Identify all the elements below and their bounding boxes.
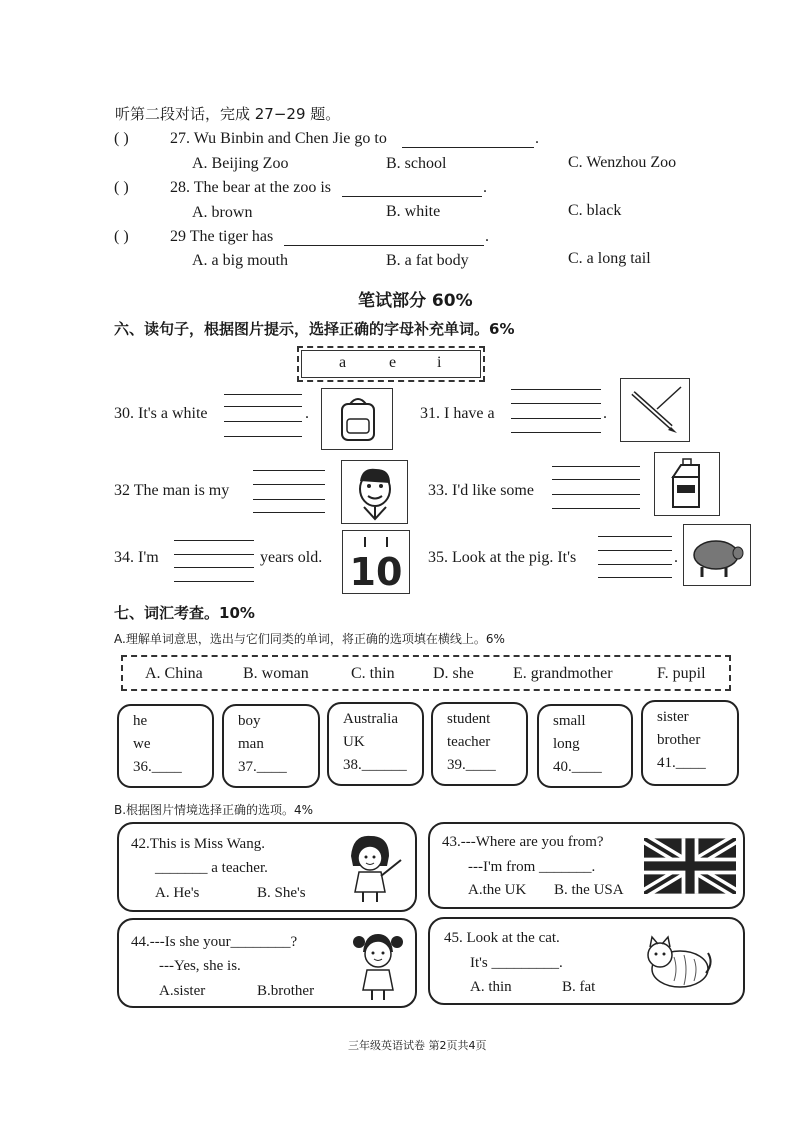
teacher-girl-icon [341,830,405,906]
writing-line[interactable] [174,581,254,582]
question-end: . [485,228,489,245]
option-c: C. Wenzhou Zoo [568,154,677,171]
question-end: . [483,179,487,196]
option-a: A. brown [192,204,253,221]
writing-line[interactable] [552,494,640,495]
q33-text: 33. I'd like some [428,482,534,499]
scene-option-b: B. She's [257,885,306,901]
option-f: F. pupil [657,665,706,682]
word: long [553,736,580,752]
writing-line[interactable] [174,554,254,555]
word: student [447,711,491,727]
writing-line[interactable] [224,394,302,395]
q34-after: years old. [260,549,323,566]
writing-line[interactable] [552,466,640,467]
option-a: A. a big mouth [192,252,288,269]
q31-text: 31. I have a [420,405,495,422]
answer-blank[interactable]: 36.____ [133,759,182,775]
option-a: A. Beijing Zoo [192,155,289,172]
answer-blank[interactable] [342,182,482,197]
scene-line-1: 45. Look at the cat. [444,930,560,946]
answer-blank[interactable] [284,231,484,246]
scene-option-b: B.brother [257,983,315,999]
word: man [238,736,264,752]
question-text: 27. Wu Binbin and Chen Jie go to [170,130,387,147]
letter-box [297,346,485,382]
scene-43 [428,822,745,909]
word: small [553,713,586,729]
scene-line-2: It's _________. [470,955,563,971]
section-6-title: 六、读句子，根据图片提示，选择正确的字母补充单词。6% [114,320,515,338]
cake-number: 10 [349,550,403,593]
writing-line[interactable] [253,499,325,500]
word: UK [343,734,365,750]
answer-blank[interactable] [402,133,534,148]
written-part-title: 笔试部分 60% [358,291,473,311]
word: sister [657,709,689,725]
letter-e: e [389,354,397,371]
writing-line[interactable] [253,470,325,471]
writing-line[interactable] [174,540,254,541]
scene-option-a: A. thin [470,979,512,995]
option-c: C. a long tail [568,250,651,267]
question-text: 28. The bear at the zoo is [170,179,331,196]
writing-line[interactable] [511,432,601,433]
word: teacher [447,734,491,750]
option-b: B. woman [243,665,309,682]
word: he [133,713,148,729]
sister-girl-icon [349,928,407,1004]
answer-blank[interactable]: 41.____ [657,755,706,771]
word-box-39 [431,702,528,786]
scene-44 [117,918,417,1008]
option-b: B. school [386,155,447,172]
answer-blank[interactable]: 38.______ [343,757,407,773]
q30-text: 30. It's a white [114,405,208,422]
writing-line[interactable] [598,550,672,551]
scene-option-a: A. He's [155,885,200,901]
listening-intro: 听第二段对话，完成 27−29 题。 [115,105,341,123]
scene-option-a: A.the UK [468,882,527,898]
answer-blank[interactable]: 39.____ [447,757,496,773]
scene-42 [117,822,417,912]
option-c: C. thin [351,665,395,682]
writing-line[interactable] [224,436,302,437]
writing-line[interactable] [174,567,254,568]
option-e: E. grandmother [513,665,613,682]
writing-line[interactable] [253,484,325,485]
cake-ten-icon [342,530,410,594]
word-box-40 [537,704,633,788]
word-box-38 [327,702,424,786]
pig-icon [683,524,751,586]
milk-icon [654,452,720,516]
scene-line-2: ---I'm from _______. [468,859,596,875]
writing-line[interactable] [552,508,640,509]
writing-line[interactable] [598,536,672,537]
options-box [121,655,731,691]
fat-cat-icon [638,933,714,993]
writing-line[interactable] [511,403,601,404]
writing-line[interactable] [253,512,325,513]
option-a: A. China [145,665,203,682]
question-end: . [535,130,539,147]
writing-line[interactable] [224,406,302,407]
answer-paren[interactable]: ( ) [114,130,129,147]
part-b-title: B.根据图片情境选择正确的选项。4% [114,803,314,817]
scene-option-b: B. fat [562,979,596,995]
scene-option-a: A.sister [159,983,206,999]
scene-line-1: 42.This is Miss Wang. [131,836,265,852]
q32-text: 32 The man is my [114,482,230,499]
letter-a: a [339,354,347,371]
scene-line-2: ---Yes, she is. [159,958,241,974]
option-c: C. black [568,202,622,219]
letter-i: i [437,354,442,371]
page-footer: 三年级英语试卷 第2页共4页 [348,1039,487,1052]
writing-line[interactable] [224,421,302,422]
q31-end: . [603,405,607,422]
word: we [133,736,151,752]
q35-end: . [674,549,678,566]
word-box-36 [117,704,214,788]
option-d: D. she [433,665,474,682]
scene-line-2: _______ a teacher. [155,860,268,876]
father-icon [341,460,408,524]
uk-flag-icon [644,838,736,894]
writing-line[interactable] [511,418,601,419]
pen-icon [620,378,690,442]
q35-text: 35. Look at the pig. It's [428,549,577,566]
option-b: B. a fat body [386,252,469,269]
scene-option-b: B. the USA [554,882,624,898]
word: brother [657,732,701,748]
writing-line[interactable] [598,577,672,578]
bag-icon [321,388,393,450]
section-7-title: 七、词汇考查。10% [114,604,255,622]
scene-line-1: 44.---Is she your________? [131,934,298,950]
writing-line[interactable] [598,564,672,565]
word: boy [238,713,261,729]
answer-paren[interactable]: ( ) [114,179,129,196]
option-b: B. white [386,203,441,220]
writing-line[interactable] [511,389,601,390]
scene-line-1: 43.---Where are you from? [442,834,604,850]
answer-blank[interactable]: 40.____ [553,759,602,775]
answer-blank[interactable]: 37.____ [238,759,287,775]
question-text: 29 The tiger has [170,228,274,245]
word-box-41 [641,700,739,786]
scene-45 [428,917,745,1005]
q30-end: . [305,405,309,422]
writing-line[interactable] [552,479,640,480]
word-box-37 [222,704,320,788]
word: Australia [343,711,398,727]
q34-text: 34. I'm [114,549,159,566]
part-a-title: A.理解单词意思，选出与它们同类的单词，将正确的选项填在横线上。6% [114,632,505,646]
answer-paren[interactable]: ( ) [114,228,129,245]
